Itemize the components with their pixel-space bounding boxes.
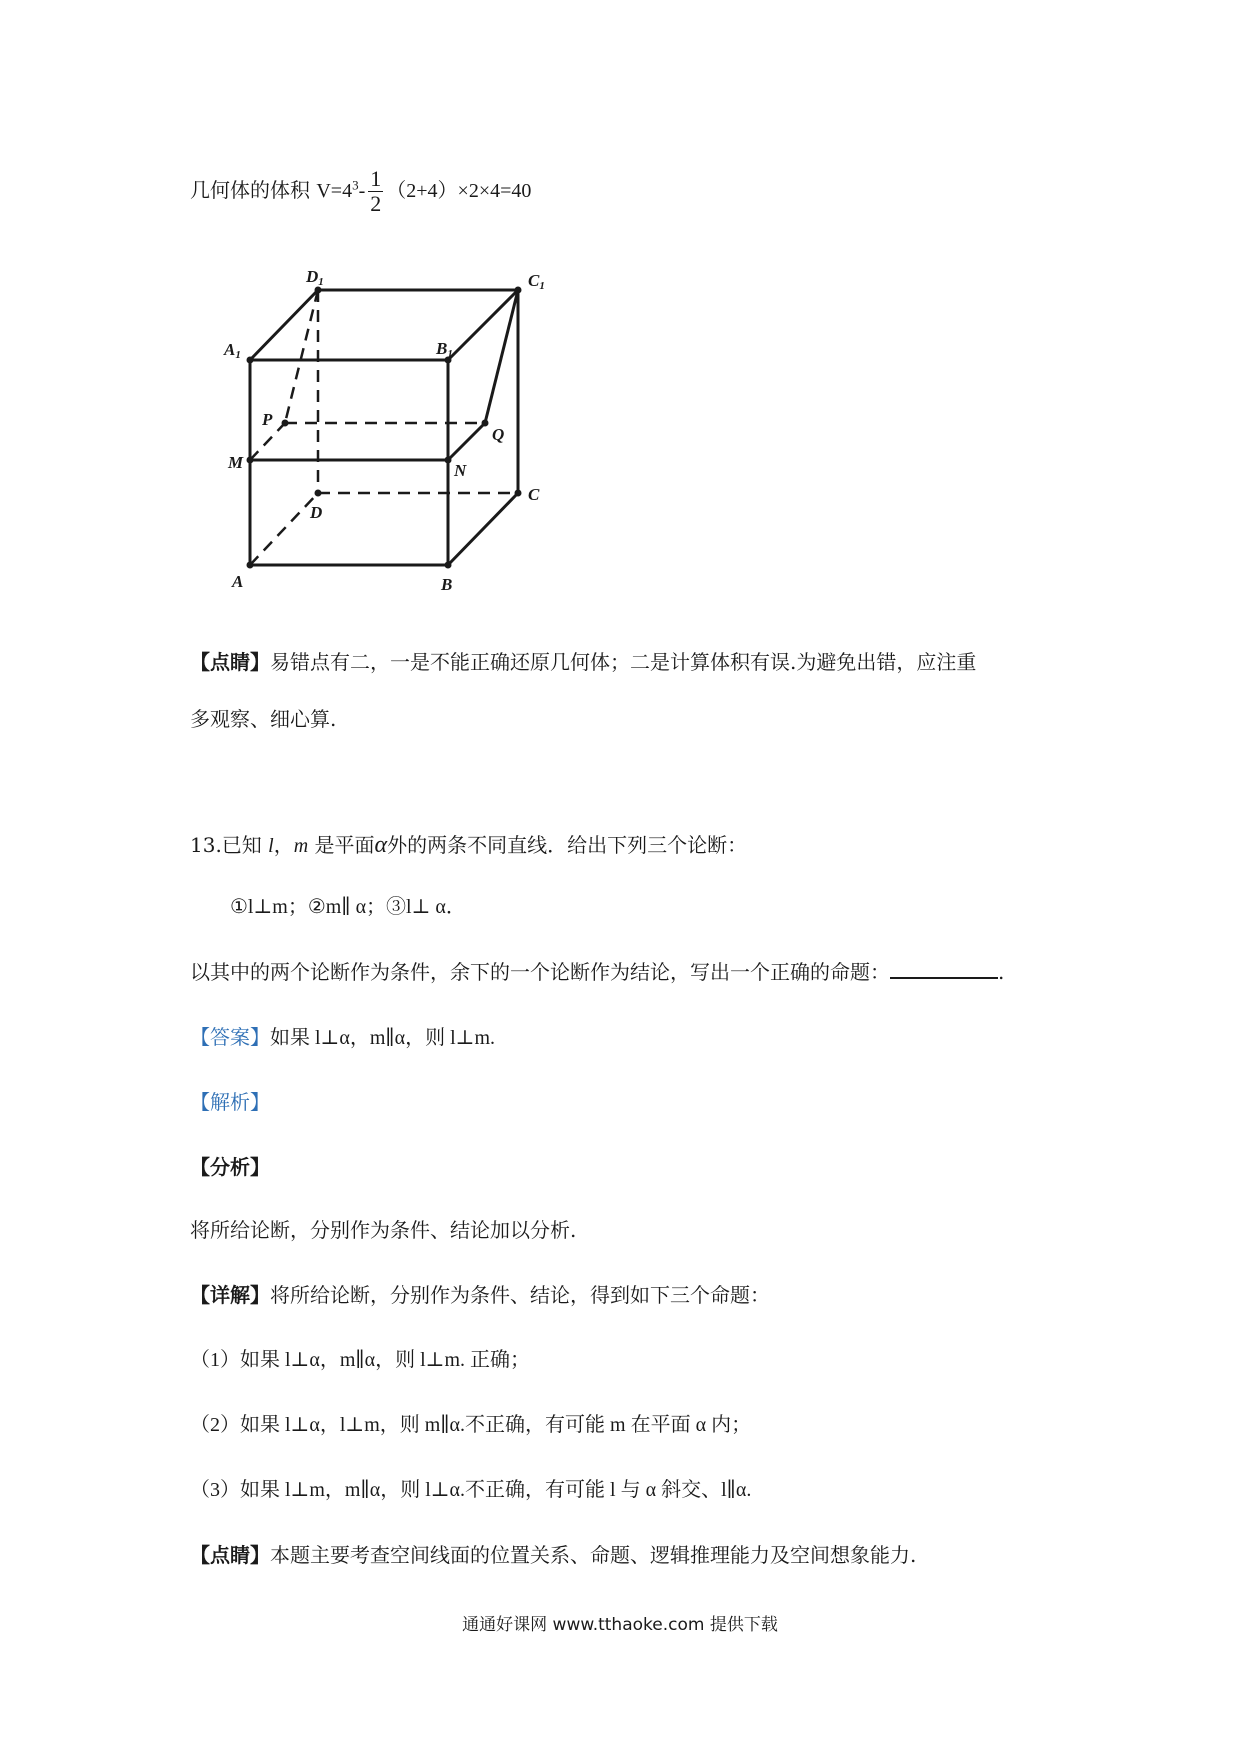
- label-d1: D1: [306, 267, 324, 288]
- q13-alpha: α: [374, 832, 388, 858]
- hidden-edge-a-d: [250, 493, 318, 565]
- segment-n-q: [448, 423, 485, 460]
- proposition-1: （1）如果 l⊥α，m∥α，则 l⊥m. 正确；: [190, 1349, 531, 1371]
- answer-blank: [890, 959, 998, 979]
- volume-expr-end: （2+4）×2×4=40: [386, 180, 532, 202]
- q13-task-end: .: [998, 960, 1005, 984]
- label-m: M: [228, 453, 244, 472]
- fenxi-tag: 【分析】: [190, 1155, 270, 1179]
- edge-a1-d1: [250, 290, 318, 360]
- label-c1: C1: [528, 271, 545, 292]
- point-c1: [515, 287, 522, 294]
- label-a1: A1: [224, 340, 241, 361]
- q13-comma: ，: [273, 833, 294, 857]
- label-d: D: [310, 503, 323, 522]
- label-b1: B1: [436, 339, 453, 360]
- answer-line: [190, 1022, 495, 1053]
- cube-figure: [210, 260, 570, 600]
- dianjing-2-tag: 【点睛】: [190, 1543, 270, 1567]
- fraction-one-half: [368, 167, 383, 216]
- page-footer: 通通好课网 www.tthaoke.com 提供下载: [462, 1615, 778, 1635]
- dianjing-1-line2: 多观察、细心算.: [190, 707, 337, 731]
- volume-minus: -: [358, 180, 366, 202]
- label-n: N: [454, 461, 467, 480]
- jiexi-tag: 【解析】: [190, 1090, 270, 1114]
- xiangjie-tag: 【详解】: [190, 1283, 270, 1307]
- q13-rest: 是平面: [308, 833, 375, 857]
- q13-task: [190, 957, 1004, 987]
- q13-m: m: [293, 835, 309, 857]
- point-c: [515, 490, 522, 497]
- point-q: [482, 420, 489, 427]
- point-p: [282, 420, 289, 427]
- volume-prefix: 几何体的体积: [190, 178, 310, 202]
- proposition-3: （3）如果 l⊥m，m∥α，则 l⊥α.不正确，有可能 l 与 α 斜交、l∥α.: [190, 1479, 752, 1501]
- label-b: B: [441, 575, 453, 594]
- point-a: [247, 562, 254, 569]
- dianjing-1-line1: [190, 647, 976, 677]
- dianjing-1-text: 易错点有二，一是不能正确还原几何体；二是计算体积有误.为避免出错，应注重: [270, 650, 977, 674]
- edge-b1-c1: [448, 290, 518, 360]
- xiangjie-line: [190, 1280, 770, 1310]
- dianjing-1-tag: 【点睛】: [190, 650, 270, 674]
- point-b: [445, 562, 452, 569]
- dianjing-2-line: [190, 1540, 916, 1570]
- point-m: [247, 457, 254, 464]
- edge-b-c: [448, 493, 518, 565]
- hidden-segment-d1-p: [285, 290, 318, 423]
- label-c: C: [528, 485, 540, 504]
- fenxi-text: 将所给论断，分别作为条件、结论加以分析.: [190, 1218, 577, 1242]
- point-a1: [247, 357, 254, 364]
- fraction-denominator: 2: [370, 191, 382, 216]
- xiangjie-text: 将所给论断，分别作为条件、结论，得到如下三个命题：: [270, 1283, 770, 1307]
- q13-l: l: [268, 835, 274, 857]
- label-p: P: [262, 410, 273, 429]
- dianjing-2-text: 本题主要考查空间线面的位置关系、命题、逻辑推理能力及空间想象能力.: [270, 1543, 917, 1567]
- answer-text: 如果 l⊥α，m∥α，则 l⊥m.: [270, 1027, 496, 1049]
- label-a: A: [232, 572, 244, 591]
- q13-stem: [190, 830, 747, 861]
- point-n: [445, 457, 452, 464]
- fraction-numerator: 1: [370, 166, 382, 191]
- label-q: Q: [492, 425, 505, 444]
- volume-expr-start: V=4: [316, 180, 353, 202]
- q13-statements: ①l⊥m；②m∥ α；③l⊥ α．: [230, 896, 466, 918]
- q13-rest2: 外的两条不同直线．给出下列三个论断：: [387, 833, 748, 857]
- answer-tag: 【答案】: [190, 1025, 270, 1049]
- volume-line: [190, 167, 531, 216]
- volume-exponent: 3: [352, 177, 359, 193]
- q13-number: 13.已知: [190, 833, 269, 857]
- q13-task-text: 以其中的两个论断作为条件，余下的一个论断作为结论，写出一个正确的命题：: [190, 960, 890, 984]
- proposition-2: （2）如果 l⊥α，l⊥m，则 m∥α.不正确，有可能 m 在平面 α 内；: [190, 1414, 752, 1436]
- point-d: [315, 490, 322, 497]
- segment-q-c1: [485, 290, 518, 423]
